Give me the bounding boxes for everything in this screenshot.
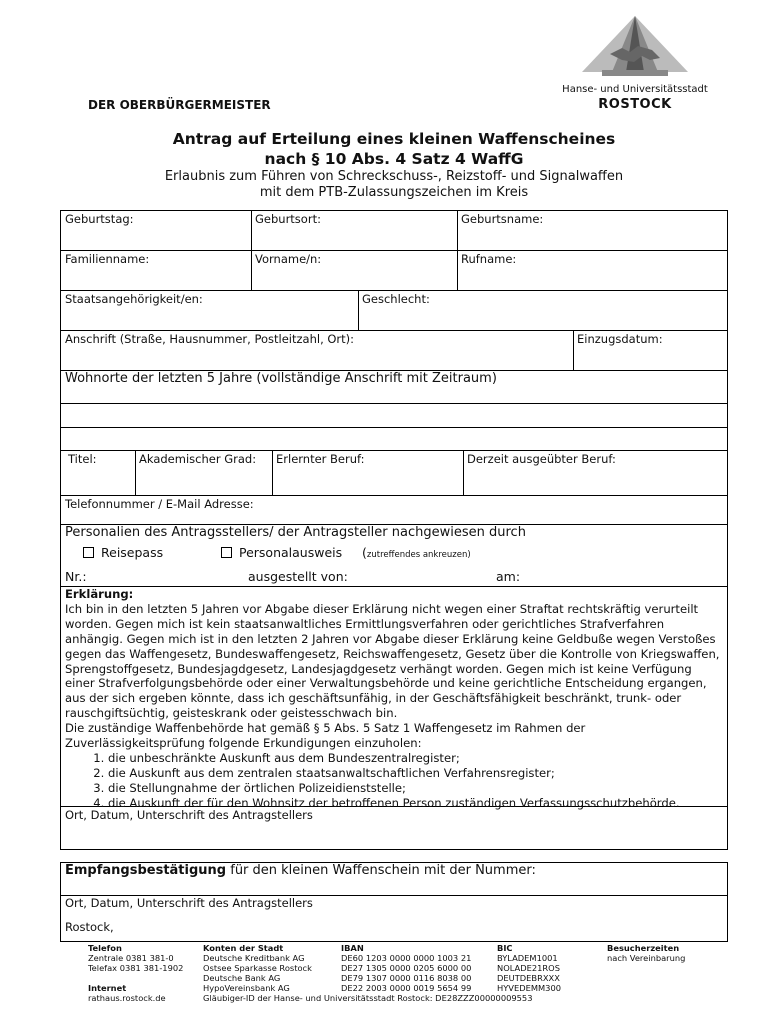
receipt-rostock: Rostock, (65, 920, 114, 934)
footer-bic-value: NOLADE21ROS (497, 963, 560, 973)
inquiry-list (65, 751, 723, 811)
footer-bank: HypoVereinsbank AG (203, 983, 290, 993)
title-line1: Antrag auf Erteilung eines kleinen Waffenscheines (172, 130, 616, 148)
reisepass-option[interactable] (83, 545, 163, 560)
declaration-text: Ich bin in den letzten 5 Jahren vor Abgabe dieser Erklärung nicht wegen einer Straftat rechtskräftig verurteilt worden. Gegen mich ist kein staatsanwaltliches Ermittlungsverfahren oder gerichtliches Strafverfahren anhängig. Gegen mich ist in den letzten 2 Jahren vor Abgabe dieser Erklärung keine Geldbuße wegen Verstoßes gegen das Waffengesetz, Bundeswaffengesetz, Reichswaffengesetz, Gesetz über die Kontrolle von Kriegswaffen, Sprengstoffgesetz, Bundesjagdgesetz, Landesjagdgesetz verhängt worden. Gegen mich ist keine Verfügung einer Strafverfolgungsbehörde oder einer Verwaltungsbehörde und keine gerichtliche Entscheidung ergangen, aus der sich ergeben könnte, dass ich geschäftsunfähig, in der Geschäftsfähigkeit beschränkt, trunk- oder rauschgiftsüchtig, geisteskrank oder geistesschwach bin. (65, 601, 720, 721)
personalausweis-label: Personalausweis (239, 545, 343, 560)
row-residences-line3[interactable] (61, 428, 727, 451)
geburtsort-field[interactable]: Geburtsort: (255, 212, 321, 226)
footer-konten-heading: Konten der Stadt (203, 943, 284, 953)
footer-iban-value: DE22 2003 0000 0019 5654 99 (341, 983, 472, 993)
nr-field[interactable]: Nr.: (65, 569, 87, 584)
footer-iban-value: DE79 1307 0000 0116 8038 00 (341, 973, 472, 983)
familienname-field[interactable]: Familienname: (65, 252, 150, 266)
vorname-field[interactable]: Vorname/n: (255, 252, 322, 266)
footer-bank: Deutsche Kreditbank AG (203, 953, 305, 963)
footer-bic-heading: BIC (497, 943, 513, 953)
receipt-bold: Empfangsbestätigung (65, 863, 227, 878)
footer-internet-heading: Internet (88, 983, 127, 993)
einzugsdatum-field[interactable]: Einzugsdatum: (577, 332, 663, 346)
geburtsname-field[interactable]: Geburtsname: (461, 212, 544, 226)
signature-field[interactable]: Ort, Datum, Unterschrift des Antragstellers (65, 808, 313, 822)
footer-iban-heading: IBAN (341, 943, 364, 953)
application-form (60, 210, 728, 850)
list-item: 1. die unbeschränkte Auskunft aus dem Bundeszentralregister; (108, 751, 723, 766)
staatsangehoerigkeit-field[interactable]: Staatsangehörigkeit/en: (65, 292, 203, 306)
akad-grad-field[interactable]: Akademischer Grad: (139, 452, 257, 466)
subtitle-line1: Erlaubnis zum Führen von Schreckschuss-, Reizstoff- und Signalwaffen (164, 169, 624, 184)
titel-field[interactable]: Titel: (68, 452, 97, 466)
footer-visiting (607, 943, 685, 963)
footer-zentrale: Zentrale 0381 381-0 (88, 953, 174, 963)
subtitle-line2: mit dem PTB-Zulassungszeichen im Kreis (259, 185, 529, 200)
footer-telefon-heading: Telefon (88, 943, 122, 953)
title-line2: nach § 10 Abs. 4 Satz 4 WaffG (264, 150, 524, 168)
receipt-title (61, 863, 729, 895)
receipt-signature-label: Ort, Datum, Unterschrift des Antragstellers (65, 896, 313, 910)
declaration-block (61, 587, 727, 811)
footer-glaeubiger: Gläubiger-ID der Hanse- und Universitätsstadt Rostock: DE28ZZZ00000009553 (203, 993, 533, 1003)
reisepass-label: Reisepass (101, 545, 164, 560)
anschrift-field[interactable]: Anschrift (Straße, Hausnummer, Postleitzahl, Ort): (65, 332, 355, 346)
declaration-title: Erklärung: (65, 587, 134, 601)
footer-bic-value: DEUTDEBRXXX (497, 973, 560, 983)
row-nationality (61, 291, 727, 331)
row-names (61, 251, 727, 291)
row-identity (61, 525, 727, 587)
derzeit-beruf-field[interactable]: Derzeit ausgeübter Beruf: (467, 452, 616, 466)
logo-line2: ROSTOCK (598, 97, 672, 112)
am-field[interactable]: am: (496, 569, 521, 584)
footer-bic-value: BYLADEM1001 (497, 953, 558, 963)
logo-line1: Hanse- und Universitätsstadt (562, 84, 708, 95)
row-birth (61, 211, 727, 251)
personalausweis-option[interactable] (221, 545, 342, 560)
footer-bank: Deutsche Bank AG (203, 973, 281, 983)
receipt-rest: für den kleinen Waffenschein mit der Nummer: (226, 863, 536, 878)
row-declaration (61, 587, 727, 810)
authority-text: Die zuständige Waffenbehörde hat gemäß § 5 Abs. 5 Satz 1 Waffengesetz im Rahmen der Zuverlässigkeitsprüfung folgende Erkundigungen einzuholen: (65, 721, 586, 751)
footer-besuch-heading: Besucherzeiten (607, 943, 680, 953)
ankreuzen-paren: ( (362, 545, 367, 560)
geschlecht-field[interactable]: Geschlecht: (362, 292, 430, 306)
personalien-label: Personalien des Antragsstellers/ der Antragsteller nachgewiesen durch (65, 525, 526, 540)
footer-contact (88, 943, 183, 1003)
ausgestellt-field[interactable]: ausgestellt von: (248, 569, 348, 584)
footer-bank: Ostsee Sparkasse Rostock (203, 963, 312, 973)
geburtstag-field[interactable]: Geburtstag: (65, 212, 134, 226)
footer-bic (497, 943, 561, 993)
telefon-field[interactable]: Telefonnummer / E-Mail Adresse: (65, 497, 254, 511)
logo-emblem-icon (572, 14, 698, 84)
footer-telefax: Telefax 0381 381-1902 (88, 963, 184, 973)
row-receipt-title (61, 863, 727, 896)
row-residences-line2[interactable] (61, 404, 727, 428)
authority-heading: DER OBERBÜRGERMEISTER (88, 98, 271, 112)
list-item: 3. die Stellungnahme der örtlichen Polizeidienststelle; (108, 781, 723, 796)
footer-iban (341, 943, 471, 993)
row-residences (61, 371, 727, 404)
ankreuzen-hint: zutreffendes ankreuzen) (366, 550, 471, 560)
list-item: 4. die Auskunft der für den Wohnsitz der betroffenen Person zuständigen Verfassungsschutzbehörde. (108, 796, 723, 811)
row-phone (61, 496, 727, 525)
city-logo (560, 14, 710, 114)
row-address (61, 331, 727, 371)
reisepass-checkbox[interactable] (83, 547, 94, 558)
footer-web-link[interactable]: rathaus.rostock.de (88, 993, 166, 1003)
footer-besuch: nach Vereinbarung (607, 953, 686, 963)
receipt-signature-field[interactable] (61, 896, 729, 943)
wohnorte-field[interactable]: Wohnorte der letzten 5 Jahre (vollständige Anschrift mit Zeitraum) (65, 371, 497, 386)
footer-iban-value: DE60 1203 0000 0000 1003 21 (341, 953, 472, 963)
list-item: 2. die Auskunft aus dem zentralen staatsanwaltschaftlichen Verfahrensregister; (108, 766, 723, 781)
personalausweis-checkbox[interactable] (221, 547, 232, 558)
rufname-field[interactable]: Rufname: (461, 252, 517, 266)
footer-iban-value: DE27 1305 0000 0205 6000 00 (341, 963, 472, 973)
erlernter-beruf-field[interactable]: Erlernter Beruf: (276, 452, 365, 466)
footer-bic-value: HYVEDEMM300 (497, 983, 562, 993)
row-titles (61, 451, 727, 496)
receipt-form (60, 862, 728, 942)
